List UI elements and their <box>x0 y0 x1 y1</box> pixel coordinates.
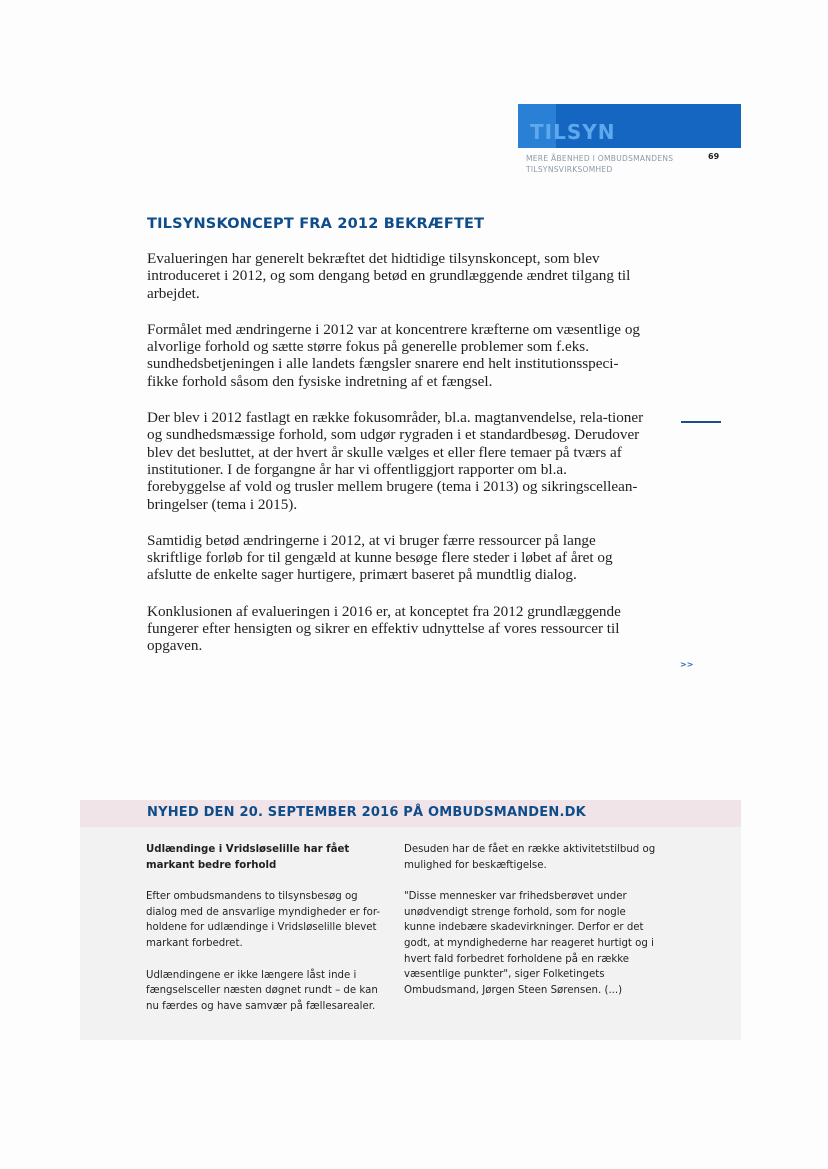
article-body <box>147 250 647 674</box>
news-box <box>80 800 741 1040</box>
article-paragraph-1: Evalueringen har generelt bekræftet det hidtidige tilsynskoncept, som blev introduceret i 2012, og som dengang betød en grundlæggende ændret tilgang til arbejdet. <box>147 250 631 302</box>
margin-rule <box>681 421 721 423</box>
section-label: TILSYN <box>530 120 616 144</box>
article-paragraph-5: Konklusionen af evalueringen i 2016 er, at konceptet fra 2012 grundlæggende fungerer efter hensigten og sikrer en effektiv udnyttelse af vores ressourcer til opgaven. <box>147 602 621 655</box>
page-number: 69 <box>708 152 720 161</box>
continue-arrows-icon: >> <box>680 660 694 669</box>
news-lead: Udlændinge i Vridsløselille har fået markant bedre forhold <box>146 844 350 871</box>
news-left-paragraph-1: Efter ombudsmandens to tilsynsbesøg og dialog med de ansvarlige myndigheder er for-holdene for udlændinge i Vridsløselille blevet markant forbedret. <box>146 891 381 949</box>
news-right-paragraph-1: Desuden har de fået en række aktivitetstilbud og mulighed for beskæftigelse. <box>404 844 656 871</box>
article-title: TILSYNSKONCEPT FRA 2012 BEKRÆFTET <box>147 216 485 232</box>
news-column-left <box>146 842 386 1030</box>
section-subtitle <box>526 153 686 175</box>
news-right-paragraph-2: "Disse mennesker var frihedsberøvet under unødvendigt strenge forhold, som for nogle kunne indebære skadevirkninger. Derfor er det godt, at myndighederne har reageret hurtigt og i hvert fald forbedret forholdene på en række væsentlige punkter", siger Folketingets Ombudsmand, Jørgen Steen Sørensen. (...) <box>404 891 654 996</box>
article-paragraph-4: Samtidig betød ændringerne i 2012, at vi bruger færre ressourcer på lange skriftlige forløb for til gengæld at kunne besøge flere steder i løbet af året og afslutte de enkelte sager hurtigere, primært baseret på mundtlig dialog. <box>147 531 613 584</box>
section-subtitle-line-2: TILSYNSVIRKSOMHED <box>526 165 613 174</box>
news-header-band <box>80 800 741 827</box>
section-subtitle-line-1: MERE ÅBENHED I OMBUDSMANDENS <box>526 154 674 163</box>
news-left-paragraph-2: Udlændingene er ikke længere låst inde i fængselsceller næsten døgnet rundt – de kan nu færdes og have samvær på fællesarealer. <box>146 969 378 1012</box>
article-paragraph-2: Formålet med ændringerne i 2012 var at koncentrere kræfterne om væsentlige og alvorlige forhold og sætte større fokus på generelle problemer som f.eks. sundhedsbetjeningen i alle landets fængsler snarere end helt institutionsspeci-fikke forhold såsom den fysiske indretning af et fængsel. <box>147 320 641 390</box>
article-paragraph-3: Der blev i 2012 fastlagt en række fokusområder, bl.a. magtanvendelse, rela-tioner og sundhedsmæssige forhold, som udgør rygraden i et standardbesøg. Derudover blev det besluttet, at der hvert år skulle vælges et eller flere temaer på tværs af institutioner. I de forgangne år har vi offentliggjort rapporter om bl.a. forebyggelse af vold og trusler mellem brugere (tema i 2013) og sikringscellean-bringelser (tema i 2015). <box>147 409 644 513</box>
news-column-right <box>404 842 659 1014</box>
news-title: NYHED DEN 20. SEPTEMBER 2016 PÅ OMBUDSMANDEN.DK <box>147 805 586 820</box>
